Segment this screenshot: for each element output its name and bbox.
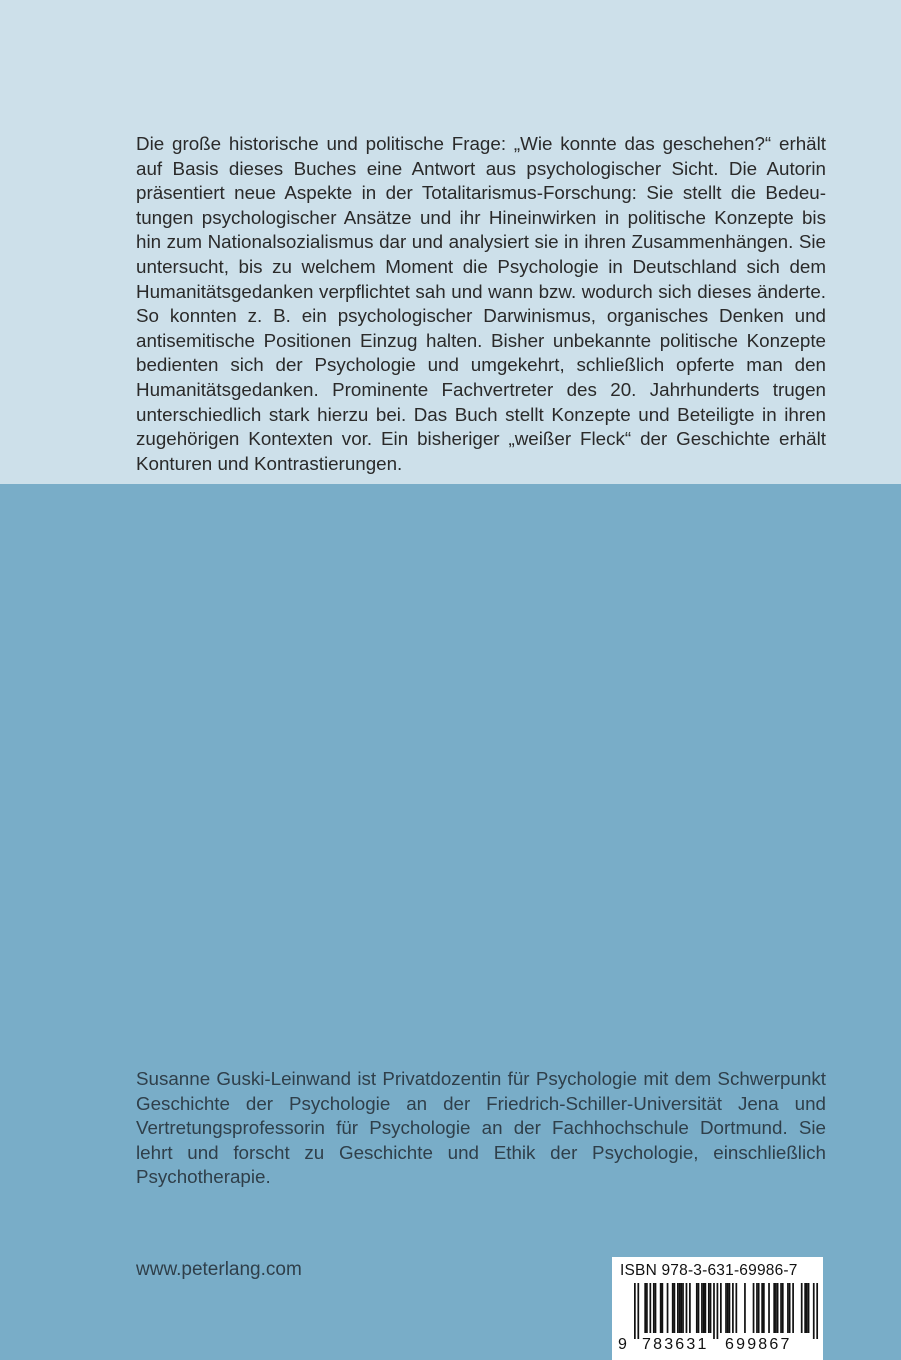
- bottom-panel: [0, 484, 901, 1360]
- isbn-barcode-box: [612, 1257, 823, 1360]
- barcode-icon: [612, 1283, 823, 1339]
- barcode-digit-first: 9: [618, 1336, 627, 1353]
- publisher-website: www.peterlang.com: [136, 1259, 302, 1280]
- book-blurb: Die große historische und politische Frage: „Wie konnte das geschehen?“ erhält auf Basis dieses Buches eine Antwort aus psychologischer Sicht. Die Autorin präsentiert neue Aspekte in der Totalitarismus-Forschung: Sie stellt die Bedeutungen psychologischer Ansätze und ihr Hineinwirken in politische Konzepte bis hin zum Nationalsozialismus dar und analysiert sie in ihren Zusammenhängen. Sie untersucht, bis zu welchem Moment die Psychologie in Deutschland sich dem Humanitätsgedanken verpflichtet sah und wann bzw. wodurch sich dieses änderte. So konnten z. B. ein psychologischer Darwinismus, organisches Denken und antisemitische Positionen Einzug halten. Bisher unbekannte politische Konzepte bedienten sich der Psychologie und umgekehrt, schließlich opferte man den Humanitätsgedanken. Prominente Fachvertreter des 20. Jahrhunderts trugen unterschiedlich stark hierzu bei. Das Buch stellt Konzepte und Beteiligte in ihren zugehörigen Kontexten vor. Ein bisheriger „weißer Fleck“ der Geschichte erhält Konturen und Kontrastierungen.: [136, 133, 826, 474]
- barcode-digits-left: 783631: [642, 1336, 709, 1353]
- author-bio: Susanne Guski-Leinwand ist Privatdozentin für Psychologie mit dem Schwerpunkt Geschichte der Psychologie an der Friedrich-Schiller-Universität Jena und Vertretungsprofessorin für Psychologie an der Fachhochschule Dortmund. Sie lehrt und forscht zu Geschichte und Ethik der Psychologie, einschließlich Psychotherapie.: [136, 1068, 826, 1188]
- barcode-digits-right: 699867: [725, 1336, 792, 1353]
- isbn-label: ISBN 978-3-631-69986-7: [620, 1262, 798, 1279]
